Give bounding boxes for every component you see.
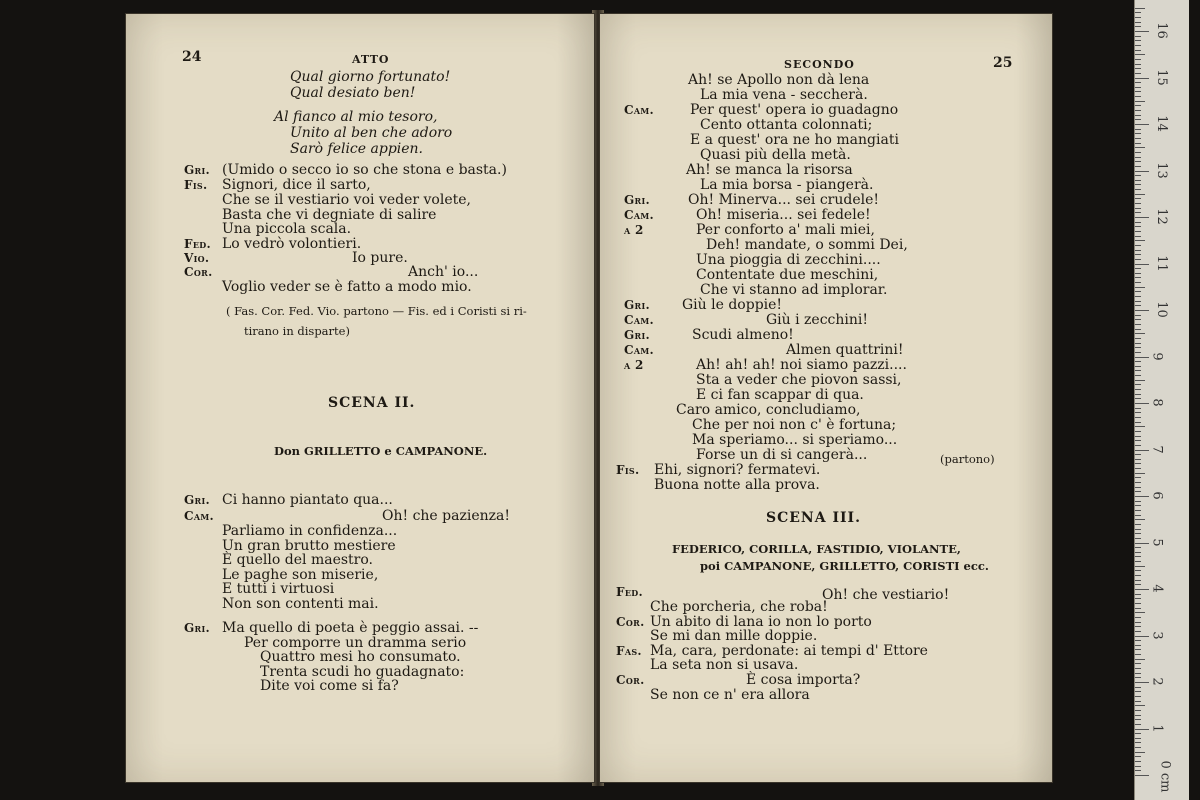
ruler-tick [1135, 375, 1141, 376]
ruler-tick [1135, 26, 1141, 27]
ruler-tick [1135, 8, 1145, 9]
left-page [126, 14, 594, 782]
ruler-tick [1135, 589, 1149, 590]
speaker-label: Fed. [184, 237, 211, 251]
dialogue-line: Oh! che pazienza! [382, 508, 510, 524]
ruler-tick [1135, 343, 1141, 344]
ruler-tick [1135, 677, 1141, 678]
dialogue-line: La mia vena - seccherà. [700, 87, 868, 103]
ruler-tick [1135, 756, 1141, 757]
dialogue-line: La mia borsa - piangerà. [700, 177, 874, 193]
scene-cast: FEDERICO, CORILLA, FASTIDIO, VIOLANTE, [672, 542, 961, 556]
ruler-tick [1135, 119, 1141, 120]
ruler-number: 6 [1149, 491, 1165, 500]
ruler-tick [1135, 59, 1141, 60]
dialogue-line: Una piccola scala. [222, 221, 352, 237]
ruler-unit-label: 0 cm [1157, 760, 1173, 793]
ruler-tick [1135, 691, 1141, 692]
ruler-tick [1135, 212, 1141, 213]
ruler-tick [1135, 654, 1141, 655]
ruler-number: 3 [1149, 630, 1165, 640]
ruler-tick [1135, 766, 1141, 767]
ruler-tick [1135, 268, 1141, 269]
ruler-tick [1135, 347, 1141, 348]
dialogue-line: E a quest' ora ne ho mangiati [690, 132, 899, 148]
ruler-tick [1135, 180, 1141, 181]
verse-line: Qual giorno fortunato! [290, 69, 451, 85]
dialogue-line: Lo vedrò volontieri. [222, 236, 362, 252]
ruler-tick [1135, 626, 1141, 627]
ruler-tick [1135, 12, 1141, 13]
ruler-tick [1135, 770, 1141, 771]
ruler-tick [1135, 273, 1141, 274]
ruler-tick [1135, 496, 1149, 497]
dialogue-line: Una pioggia di zecchini.... [696, 252, 881, 268]
ruler-tick [1135, 659, 1145, 660]
speaker-label: Cor. [184, 265, 213, 279]
dialogue-line: Quasi più della metà. [700, 147, 851, 163]
verse-line: Qual desiato ben! [290, 85, 416, 101]
ruler-tick [1135, 524, 1141, 525]
ruler-tick [1135, 533, 1141, 534]
dialogue-line: Se mi dan mille doppie. [650, 628, 818, 644]
ruler-tick [1135, 110, 1141, 111]
verse-line: Sarò felice appien. [290, 141, 424, 157]
dialogue-line: Caro amico, concludiamo, [676, 402, 861, 418]
ruler-tick [1135, 487, 1141, 488]
ruler-tick [1135, 403, 1149, 404]
ruler-tick [1135, 747, 1141, 748]
dialogue-line: E tutti i virtuosi [222, 581, 335, 597]
ruler-number: 14 [1153, 115, 1169, 132]
ruler-number: 2 [1149, 677, 1165, 686]
ruler-tick [1135, 556, 1141, 557]
dialogue-line: Sta a veder che piovon sassi, [696, 372, 902, 388]
ruler-tick [1135, 194, 1145, 195]
ruler-tick [1135, 152, 1141, 153]
dialogue-line: Ah! se manca la risorsa [686, 162, 853, 178]
page-number: 25 [993, 55, 1013, 71]
dialogue-line: Ah! se Apollo non dà lena [688, 72, 870, 88]
dialogue-line: Anch' io... [408, 264, 479, 280]
dialogue-line: Oh! Minerva... sei crudele! [688, 192, 880, 208]
ruler-tick [1135, 129, 1141, 130]
speaker-label: Gri. [624, 328, 651, 342]
ruler-tick [1135, 729, 1149, 730]
speaker-label: Cor. [616, 673, 645, 687]
dialogue-line: Trenta scudi ho guadagnato: [260, 664, 465, 680]
ruler-tick [1135, 463, 1141, 464]
ruler-tick [1135, 445, 1141, 446]
ruler-tick [1135, 570, 1141, 571]
running-header: ATTO [352, 53, 390, 66]
ruler-number: 5 [1149, 537, 1165, 547]
ruler-number: 10 [1153, 301, 1169, 318]
ruler-tick [1135, 733, 1141, 734]
ruler-tick [1135, 636, 1149, 637]
ruler-tick [1135, 687, 1141, 688]
ruler-tick [1135, 529, 1141, 530]
ruler-tick [1135, 426, 1145, 427]
speaker-label: Cam. [624, 343, 654, 357]
verse-line: Unito al ben che adoro [290, 125, 453, 141]
stage-direction: (partono) [940, 452, 995, 466]
ruler-tick [1135, 673, 1141, 674]
ruler-tick [1135, 617, 1141, 618]
speaker-label: Cor. [616, 615, 645, 629]
ruler-tick [1135, 389, 1141, 390]
ruler-number: 13 [1153, 161, 1169, 179]
ruler-tick [1135, 608, 1141, 609]
ruler-number: 15 [1153, 68, 1169, 86]
ruler-tick [1135, 147, 1145, 148]
ruler-tick [1135, 105, 1141, 106]
dialogue-line: Parliamo in confidenza... [222, 523, 398, 539]
ruler-tick [1135, 561, 1141, 562]
dialogue-line: Signori, dice il sarto, [222, 177, 371, 193]
ruler-tick [1135, 719, 1141, 720]
ruler-tick [1135, 752, 1145, 753]
ruler-tick [1135, 519, 1145, 520]
ruler-tick [1135, 203, 1141, 204]
speaker-label: Vio. [184, 251, 210, 265]
ruler-tick [1135, 454, 1141, 455]
speaker-label: Fed. [616, 585, 643, 599]
speaker-label: Fis. [184, 178, 208, 192]
ruler-number: 7 [1149, 444, 1165, 454]
ruler-tick [1135, 575, 1141, 576]
ruler-tick [1135, 473, 1145, 474]
page-number: 24 [182, 49, 202, 65]
ruler-number: 11 [1153, 254, 1169, 272]
ruler-tick [1135, 352, 1141, 353]
running-header: SECONDO [784, 58, 855, 71]
ruler-tick [1135, 245, 1141, 246]
speaker-label: Gri. [184, 163, 211, 177]
ruler-tick [1135, 366, 1141, 367]
ruler-tick [1135, 287, 1145, 288]
dialogue-line: Un abito di lana io non lo porto [650, 614, 872, 630]
dialogue-line: È cosa importa? [746, 672, 861, 688]
ruler-tick [1135, 217, 1149, 218]
ruler-tick [1135, 54, 1145, 55]
ruler-tick [1135, 515, 1141, 516]
dialogue-line: (Umido o secco io so che stona e basta.) [222, 162, 507, 178]
ruler-tick [1135, 398, 1141, 399]
dialogue-line: Ah! ah! ah! noi siamo pazzi.... [696, 357, 907, 373]
dialogue-line: Deh! mandate, o sommi Dei, [706, 237, 908, 253]
ruler-tick [1135, 166, 1141, 167]
ruler-tick [1135, 468, 1141, 469]
dialogue-line: Ma, cara, perdonate: ai tempi d' Ettore [650, 643, 928, 659]
ruler-tick [1135, 78, 1149, 79]
speaker-label: Fis. [616, 463, 640, 477]
dialogue-line: Giù i zecchini! [766, 312, 869, 328]
scene-title: SCENA II. [328, 395, 416, 411]
dialogue-line: Oh! che vestiario! [822, 587, 950, 603]
ruler-tick [1135, 254, 1141, 255]
ruler-tick [1135, 138, 1141, 139]
ruler-tick [1135, 370, 1141, 371]
ruler-tick [1135, 440, 1141, 441]
ruler-tick [1135, 310, 1149, 311]
dialogue-line: Forse un di si cangerà... [696, 447, 868, 463]
ruler-tick [1135, 68, 1141, 69]
ruler-tick [1135, 663, 1141, 664]
dialogue-line: Basta che vi degniate di salire [222, 207, 437, 223]
ruler-tick [1135, 87, 1141, 88]
ruler-tick [1135, 380, 1145, 381]
scene-cast: poi CAMPANONE, GRILLETTO, CORISTI ecc. [700, 559, 989, 573]
ruler-tick [1135, 510, 1141, 511]
stage-direction: tirano in disparte) [244, 324, 350, 338]
ruler-tick [1135, 505, 1141, 506]
ruler-tick [1135, 231, 1141, 232]
ruler-tick [1135, 412, 1141, 413]
ruler-tick [1135, 408, 1141, 409]
ruler-tick [1135, 357, 1149, 358]
ruler-tick [1135, 259, 1141, 260]
ruler-tick [1135, 598, 1141, 599]
ruler-tick [1135, 291, 1141, 292]
ruler-tick [1135, 40, 1141, 41]
ruler-tick [1135, 333, 1145, 334]
ruler-tick [1135, 17, 1141, 18]
ruler-tick [1135, 543, 1149, 544]
ruler-tick [1135, 612, 1145, 613]
dialogue-line: Che porcheria, che roba! [650, 599, 828, 615]
dialogue-line: Un gran brutto mestiere [222, 538, 396, 554]
ruler-tick [1135, 552, 1141, 553]
dialogue-line: La seta non si usava. [650, 657, 799, 673]
dialogue-line: Voglio veder se è fatto a modo mio. [222, 279, 472, 295]
ruler-tick [1135, 101, 1145, 102]
dialogue-line: Cento ottanta colonnati; [700, 117, 873, 133]
ruler-tick [1135, 431, 1141, 432]
speaker-label: Cam. [624, 313, 654, 327]
ruler-tick [1135, 171, 1149, 172]
measurement-ruler [1134, 0, 1189, 800]
ruler-tick [1135, 91, 1141, 92]
speaker-label: Gri. [624, 193, 651, 207]
ruler-tick [1135, 73, 1141, 74]
ruler-tick [1135, 645, 1141, 646]
ruler-tick [1135, 208, 1141, 209]
ruler-tick [1135, 96, 1141, 97]
ruler-tick [1135, 436, 1141, 437]
ruler-tick [1135, 361, 1141, 362]
ruler-tick [1135, 305, 1141, 306]
ruler-tick [1135, 175, 1141, 176]
ruler-tick [1135, 329, 1141, 330]
ruler-tick [1135, 775, 1149, 776]
ruler-tick [1135, 477, 1141, 478]
ruler-tick [1135, 301, 1141, 302]
ruler-tick [1135, 82, 1141, 83]
ruler-tick [1135, 161, 1141, 162]
ruler-tick [1135, 384, 1141, 385]
ruler-tick [1135, 417, 1141, 418]
dialogue-line: Contentate due meschini, [696, 267, 879, 283]
ruler-tick [1135, 668, 1141, 669]
ruler-tick [1135, 319, 1141, 320]
speaker-label: Gri. [184, 621, 211, 635]
speaker-label: a 2 [624, 358, 644, 372]
ruler-tick [1135, 198, 1141, 199]
dialogue-line: Per comporre un dramma serio [244, 635, 467, 651]
ruler-tick [1135, 143, 1141, 144]
ruler-tick [1135, 22, 1141, 23]
dialogue-line: Io pure. [352, 250, 408, 266]
ruler-tick [1135, 649, 1141, 650]
speaker-label: Fas. [616, 644, 642, 658]
ruler-tick [1135, 189, 1141, 190]
ruler-tick [1135, 64, 1141, 65]
ruler-tick [1135, 761, 1141, 762]
ruler-tick [1135, 133, 1141, 134]
dialogue-line: Ma quello di poeta è peggio assai. -- [222, 620, 479, 636]
verse-line: Al fianco al mio tesoro, [274, 109, 438, 125]
ruler-tick [1135, 338, 1141, 339]
dialogue-line: E ci fan scappar di qua. [696, 387, 864, 403]
dialogue-line: Buona notte alla prova. [654, 477, 820, 493]
ruler-tick [1135, 547, 1141, 548]
ruler-tick [1135, 124, 1149, 125]
dialogue-line: Giù le doppie! [682, 297, 783, 313]
ruler-tick [1135, 394, 1141, 395]
ruler-tick [1135, 631, 1141, 632]
ruler-tick [1135, 682, 1149, 683]
dialogue-line: Ehi, signori? fermatevi. [654, 462, 821, 478]
ruler-tick [1135, 603, 1141, 604]
ruler-tick [1135, 264, 1149, 265]
ruler-tick [1135, 36, 1141, 37]
dialogue-line: Ma speriamo... si speriamo... [692, 432, 898, 448]
dialogue-line: Almen quattrini! [786, 342, 904, 358]
ruler-tick [1135, 580, 1141, 581]
speaker-label: a 2 [624, 223, 644, 237]
dialogue-line: Se non ce n' era allora [650, 687, 810, 703]
ruler-tick [1135, 236, 1141, 237]
speaker-label: Gri. [184, 493, 211, 507]
ruler-tick [1135, 701, 1141, 702]
ruler-tick [1135, 296, 1141, 297]
ruler-tick [1135, 315, 1141, 316]
speaker-label: Gri. [624, 298, 651, 312]
dialogue-line: Per quest' opera io guadagno [690, 102, 899, 118]
ruler-tick [1135, 324, 1141, 325]
ruler-tick [1135, 45, 1141, 46]
ruler-number: 16 [1153, 22, 1169, 39]
stage-direction: ( Fas. Cor. Fed. Vio. partono — Fis. ed i Coristi si ri- [226, 304, 527, 318]
ruler-tick [1135, 724, 1141, 725]
ruler-tick [1135, 738, 1141, 739]
ruler-tick [1135, 282, 1141, 283]
dialogue-line: Non son contenti mai. [222, 596, 379, 612]
speaker-label: Cam. [624, 103, 654, 117]
ruler-tick [1135, 501, 1141, 502]
ruler-tick [1135, 115, 1141, 116]
dialogue-line: Le paghe son miserie, [222, 567, 379, 583]
ruler-tick [1135, 157, 1141, 158]
ruler-tick [1135, 277, 1141, 278]
ruler-tick [1135, 715, 1141, 716]
ruler-tick [1135, 31, 1149, 32]
dialogue-line: Quattro mesi ho consumato. [260, 649, 461, 665]
ruler-tick [1135, 640, 1141, 641]
ruler-number: 9 [1149, 351, 1165, 361]
dialogue-line: Scudi almeno! [692, 327, 794, 343]
ruler-tick [1135, 742, 1141, 743]
scene-title: SCENA III. [766, 510, 861, 526]
ruler-tick [1135, 622, 1141, 623]
ruler-tick [1135, 566, 1145, 567]
ruler-number: 1 [1149, 723, 1165, 733]
ruler-tick [1135, 710, 1141, 711]
ruler-tick [1135, 226, 1141, 227]
ruler-tick [1135, 538, 1141, 539]
ruler-tick [1135, 450, 1149, 451]
ruler-tick [1135, 491, 1141, 492]
dialogue-line: Che per noi non c' è fortuna; [692, 417, 897, 433]
dialogue-line: Ci hanno piantato qua... [222, 492, 393, 508]
dialogue-line: Per conforto a' mali miei, [696, 222, 875, 238]
ruler-tick [1135, 222, 1141, 223]
dialogue-line: Dite voi come si fa? [260, 678, 399, 694]
ruler-tick [1135, 250, 1141, 251]
ruler-tick [1135, 422, 1141, 423]
scene-cast: Don GRILLETTO e CAMPANONE. [274, 444, 488, 458]
speaker-label: Cam. [184, 509, 214, 523]
dialogue-line: Che se il vestiario voi veder volete, [222, 192, 471, 208]
ruler-tick [1135, 459, 1141, 460]
ruler-number: 4 [1149, 584, 1165, 593]
ruler-tick [1135, 696, 1141, 697]
ruler-tick [1135, 594, 1141, 595]
ruler-tick [1135, 50, 1141, 51]
dialogue-line: Oh! miseria... sei fedele! [696, 207, 871, 223]
ruler-tick [1135, 584, 1141, 585]
right-page [600, 14, 1052, 782]
dialogue-line: Che vi stanno ad implorar. [700, 282, 888, 298]
ruler-number: 12 [1153, 208, 1169, 225]
ruler-tick [1135, 240, 1145, 241]
speaker-label: Cam. [624, 208, 654, 222]
dialogue-line: È quello del maestro. [222, 552, 373, 568]
ruler-number: 8 [1149, 398, 1165, 407]
ruler-tick [1135, 705, 1145, 706]
ruler-tick [1135, 482, 1141, 483]
ruler-tick [1135, 184, 1141, 185]
